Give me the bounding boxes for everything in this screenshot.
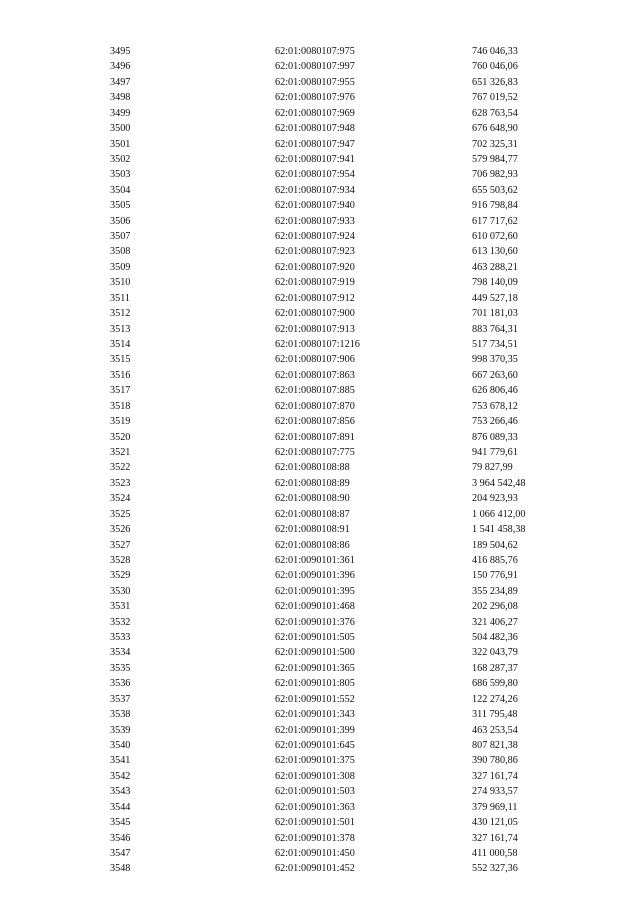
table-row	[0, 723, 632, 738]
cadastral-value-cell: 753 266,46	[472, 416, 518, 428]
cadastral-number-cell: 62:01:0080107:923	[275, 246, 355, 258]
row-number-cell: 3543	[110, 786, 131, 798]
cadastral-value-cell: 701 181,03	[472, 308, 518, 320]
table-row	[0, 599, 632, 614]
table-row	[0, 260, 632, 275]
table-row	[0, 584, 632, 599]
table-row	[0, 306, 632, 321]
cadastral-value-cell: 463 253,54	[472, 724, 518, 736]
cadastral-value-cell: 552 327,36	[472, 863, 518, 875]
cadastral-number-cell: 62:01:0080108:89	[275, 477, 350, 489]
table-row	[0, 44, 632, 59]
row-number-cell: 3511	[110, 292, 130, 304]
row-number-cell: 3524	[110, 493, 131, 505]
cadastral-value-cell: 3 964 542,48	[472, 477, 526, 489]
table-row	[0, 430, 632, 445]
table-row	[0, 445, 632, 460]
cadastral-number-cell: 62:01:0080107:900	[275, 308, 355, 320]
cadastral-number-cell: 62:01:0080107:969	[275, 107, 355, 119]
cadastral-value-cell: 667 263,60	[472, 369, 518, 381]
row-number-cell: 3526	[110, 524, 131, 536]
cadastral-value-cell: 449 527,18	[472, 292, 518, 304]
cadastral-number-cell: 62:01:0090101:805	[275, 678, 355, 690]
row-number-cell: 3507	[110, 231, 131, 243]
row-number-cell: 3514	[110, 339, 131, 351]
cadastral-number-cell: 62:01:0090101:452	[275, 863, 355, 875]
cadastral-number-cell: 62:01:0090101:376	[275, 616, 355, 628]
table-row	[0, 460, 632, 475]
cadastral-number-cell: 62:01:0080107:934	[275, 184, 355, 196]
cadastral-value-cell: 122 274,26	[472, 693, 518, 705]
cadastral-number-cell: 62:01:0080107:1216	[275, 339, 360, 351]
row-number-cell: 3518	[110, 400, 131, 412]
cadastral-number-cell: 62:01:0080107:924	[275, 231, 355, 243]
table-row	[0, 753, 632, 768]
cadastral-number-cell: 62:01:0090101:343	[275, 709, 355, 721]
cadastral-value-cell: 613 130,60	[472, 246, 518, 258]
cadastral-value-cell: 355 234,89	[472, 585, 518, 597]
cadastral-value-cell: 1 541 458,38	[472, 524, 526, 536]
cadastral-number-cell: 62:01:0080107:954	[275, 169, 355, 181]
cadastral-value-cell: 760 046,06	[472, 61, 518, 73]
table-row	[0, 275, 632, 290]
table-row	[0, 491, 632, 506]
row-number-cell: 3496	[110, 61, 131, 73]
row-number-cell: 3495	[110, 46, 131, 57]
cadastral-value-cell: 504 482,36	[472, 632, 518, 644]
table-row	[0, 861, 632, 876]
cadastral-value-cell: 327 161,74	[472, 832, 518, 844]
cadastral-number-cell: 62:01:0090101:375	[275, 755, 355, 767]
cadastral-number-cell: 62:01:0080107:891	[275, 431, 355, 443]
cadastral-number-cell: 62:01:0080107:976	[275, 92, 355, 104]
table-row	[0, 568, 632, 583]
table-row	[0, 106, 632, 121]
cadastral-value-cell: 626 806,46	[472, 385, 518, 397]
cadastral-value-cell: 204 923,93	[472, 493, 518, 505]
table-row	[0, 738, 632, 753]
row-number-cell: 3516	[110, 369, 131, 381]
table-body	[0, 44, 632, 877]
table-row	[0, 815, 632, 830]
row-number-cell: 3533	[110, 632, 131, 644]
cadastral-number-cell: 62:01:0080107:955	[275, 76, 355, 88]
row-number-cell: 3503	[110, 169, 131, 181]
table-row	[0, 846, 632, 861]
row-number-cell: 3506	[110, 215, 131, 227]
row-number-cell: 3513	[110, 323, 131, 335]
table-row	[0, 476, 632, 491]
row-number-cell: 3536	[110, 678, 131, 690]
row-number-cell: 3548	[110, 863, 131, 875]
cadastral-number-cell: 62:01:0090101:363	[275, 801, 355, 813]
table-row	[0, 59, 632, 74]
row-number-cell: 3534	[110, 647, 131, 659]
table-row	[0, 784, 632, 799]
table-row	[0, 538, 632, 553]
cadastral-value-cell: 767 019,52	[472, 92, 518, 104]
row-number-cell: 3531	[110, 601, 131, 613]
cadastral-value-cell: 189 504,62	[472, 539, 518, 551]
cadastral-value-cell: 79 827,99	[472, 462, 513, 474]
cadastral-number-cell: 62:01:0090101:468	[275, 601, 355, 613]
cadastral-number-cell: 62:01:0080107:948	[275, 123, 355, 135]
cadastral-value-cell: 463 288,21	[472, 261, 518, 273]
cadastral-value-cell: 876 089,33	[472, 431, 518, 443]
table-row	[0, 383, 632, 398]
table-row	[0, 800, 632, 815]
cadastral-value-cell: 676 648,90	[472, 123, 518, 135]
cadastral-value-table	[0, 44, 632, 877]
cadastral-value-cell: 202 296,08	[472, 601, 518, 613]
table-row	[0, 368, 632, 383]
cadastral-number-cell: 62:01:0090101:365	[275, 662, 355, 674]
cadastral-number-cell: 62:01:0090101:450	[275, 847, 355, 859]
table-row	[0, 229, 632, 244]
cadastral-number-cell: 62:01:0090101:503	[275, 786, 355, 798]
row-number-cell: 3497	[110, 76, 131, 88]
table-row	[0, 244, 632, 259]
cadastral-value-cell: 168 287,37	[472, 662, 518, 674]
cadastral-number-cell: 62:01:0080107:863	[275, 369, 355, 381]
row-number-cell: 3527	[110, 539, 131, 551]
cadastral-value-cell: 1 066 412,00	[472, 508, 526, 520]
row-number-cell: 3504	[110, 184, 131, 196]
table-row	[0, 137, 632, 152]
table-row	[0, 831, 632, 846]
table-row	[0, 553, 632, 568]
table-row	[0, 183, 632, 198]
table-row	[0, 630, 632, 645]
row-number-cell: 3499	[110, 107, 131, 119]
cadastral-number-cell: 62:01:0080107:941	[275, 153, 355, 165]
cadastral-number-cell: 62:01:0080107:919	[275, 277, 355, 289]
cadastral-value-cell: 579 984,77	[472, 153, 518, 165]
table-row	[0, 507, 632, 522]
row-number-cell: 3505	[110, 200, 131, 212]
cadastral-number-cell: 62:01:0090101:500	[275, 647, 355, 659]
table-row	[0, 198, 632, 213]
row-number-cell: 3545	[110, 817, 131, 829]
cadastral-number-cell: 62:01:0090101:645	[275, 739, 355, 751]
cadastral-value-cell: 416 885,76	[472, 554, 518, 566]
row-number-cell: 3544	[110, 801, 131, 813]
table-row	[0, 522, 632, 537]
cadastral-value-cell: 321 406,27	[472, 616, 518, 628]
cadastral-number-cell: 62:01:0080108:90	[275, 493, 350, 505]
row-number-cell: 3532	[110, 616, 131, 628]
cadastral-value-cell: 274 933,57	[472, 786, 518, 798]
row-number-cell: 3528	[110, 554, 131, 566]
row-number-cell: 3529	[110, 570, 131, 582]
cadastral-number-cell: 62:01:0080107:775	[275, 446, 355, 458]
table-row	[0, 121, 632, 136]
row-number-cell: 3519	[110, 416, 131, 428]
cadastral-number-cell: 62:01:0080108:87	[275, 508, 350, 520]
row-number-cell: 3520	[110, 431, 131, 443]
cadastral-value-cell: 150 776,91	[472, 570, 518, 582]
cadastral-number-cell: 62:01:0080107:997	[275, 61, 355, 73]
table-row	[0, 769, 632, 784]
cadastral-value-cell: 702 325,31	[472, 138, 518, 150]
cadastral-value-cell: 617 717,62	[472, 215, 518, 227]
row-number-cell: 3508	[110, 246, 131, 258]
cadastral-number-cell: 62:01:0090101:378	[275, 832, 355, 844]
cadastral-value-cell: 430 121,05	[472, 817, 518, 829]
cadastral-number-cell: 62:01:0090101:505	[275, 632, 355, 644]
cadastral-value-cell: 941 779,61	[472, 446, 518, 458]
table-row	[0, 414, 632, 429]
table-row	[0, 676, 632, 691]
cadastral-number-cell: 62:01:0090101:501	[275, 817, 355, 829]
row-number-cell: 3510	[110, 277, 131, 289]
table-row	[0, 692, 632, 707]
cadastral-number-cell: 62:01:0080107:947	[275, 138, 355, 150]
cadastral-number-cell: 62:01:0080107:856	[275, 416, 355, 428]
row-number-cell: 3509	[110, 261, 131, 273]
row-number-cell: 3546	[110, 832, 131, 844]
cadastral-value-cell: 651 326,83	[472, 76, 518, 88]
cadastral-value-cell: 322 043,79	[472, 647, 518, 659]
cadastral-value-cell: 655 503,62	[472, 184, 518, 196]
table-row	[0, 214, 632, 229]
cadastral-number-cell: 62:01:0080107:913	[275, 323, 355, 335]
cadastral-number-cell: 62:01:0080107:885	[275, 385, 355, 397]
cadastral-number-cell: 62:01:0080108:91	[275, 524, 350, 536]
table-row	[0, 352, 632, 367]
cadastral-value-cell: 753 678,12	[472, 400, 518, 412]
cadastral-value-cell: 379 969,11	[472, 801, 518, 813]
row-number-cell: 3521	[110, 446, 131, 458]
cadastral-value-cell: 746 046,33	[472, 46, 518, 57]
table-row	[0, 707, 632, 722]
cadastral-value-cell: 686 599,80	[472, 678, 518, 690]
row-number-cell: 3542	[110, 770, 131, 782]
row-number-cell: 3522	[110, 462, 131, 474]
cadastral-value-cell: 798 140,09	[472, 277, 518, 289]
cadastral-number-cell: 62:01:0090101:308	[275, 770, 355, 782]
cadastral-value-cell: 390 780,86	[472, 755, 518, 767]
row-number-cell: 3535	[110, 662, 131, 674]
table-row	[0, 399, 632, 414]
row-number-cell: 3498	[110, 92, 131, 104]
table-row	[0, 337, 632, 352]
row-number-cell: 3530	[110, 585, 131, 597]
cadastral-number-cell: 62:01:0090101:361	[275, 554, 355, 566]
row-number-cell: 3502	[110, 153, 131, 165]
row-number-cell: 3541	[110, 755, 131, 767]
table-row	[0, 152, 632, 167]
cadastral-number-cell: 62:01:0090101:395	[275, 585, 355, 597]
row-number-cell: 3517	[110, 385, 131, 397]
row-number-cell: 3501	[110, 138, 131, 150]
row-number-cell: 3540	[110, 739, 131, 751]
cadastral-number-cell: 62:01:0080107:906	[275, 354, 355, 366]
table-row	[0, 291, 632, 306]
cadastral-value-cell: 998 370,35	[472, 354, 518, 366]
cadastral-number-cell: 62:01:0080107:933	[275, 215, 355, 227]
cadastral-value-cell: 517 734,51	[472, 339, 518, 351]
row-number-cell: 3512	[110, 308, 131, 320]
cadastral-number-cell: 62:01:0090101:396	[275, 570, 355, 582]
cadastral-number-cell: 62:01:0080107:920	[275, 261, 355, 273]
table-row	[0, 75, 632, 90]
row-number-cell: 3537	[110, 693, 131, 705]
table-row	[0, 661, 632, 676]
cadastral-number-cell: 62:01:0080108:88	[275, 462, 350, 474]
cadastral-value-cell: 807 821,38	[472, 739, 518, 751]
cadastral-number-cell: 62:01:0090101:552	[275, 693, 355, 705]
cadastral-number-cell: 62:01:0080108:86	[275, 539, 350, 551]
cadastral-number-cell: 62:01:0080107:940	[275, 200, 355, 212]
table-row	[0, 645, 632, 660]
cadastral-value-cell: 311 795,48	[472, 709, 518, 721]
cadastral-number-cell: 62:01:0090101:399	[275, 724, 355, 736]
cadastral-value-cell: 883 764,31	[472, 323, 518, 335]
cadastral-number-cell: 62:01:0080107:912	[275, 292, 355, 304]
table-row	[0, 615, 632, 630]
row-number-cell: 3547	[110, 847, 131, 859]
row-number-cell: 3523	[110, 477, 131, 489]
cadastral-value-cell: 628 763,54	[472, 107, 518, 119]
row-number-cell: 3539	[110, 724, 131, 736]
cadastral-value-cell: 411 000,58	[472, 847, 518, 859]
row-number-cell: 3515	[110, 354, 131, 366]
table-row	[0, 90, 632, 105]
cadastral-value-cell: 610 072,60	[472, 231, 518, 243]
table-row	[0, 167, 632, 182]
row-number-cell: 3500	[110, 123, 131, 135]
row-number-cell: 3538	[110, 709, 131, 721]
cadastral-value-cell: 916 798,84	[472, 200, 518, 212]
cadastral-number-cell: 62:01:0080107:870	[275, 400, 355, 412]
row-number-cell: 3525	[110, 508, 131, 520]
cadastral-value-cell: 327 161,74	[472, 770, 518, 782]
cadastral-value-cell: 706 982,93	[472, 169, 518, 181]
cadastral-number-cell: 62:01:0080107:975	[275, 46, 355, 57]
table-row	[0, 322, 632, 337]
